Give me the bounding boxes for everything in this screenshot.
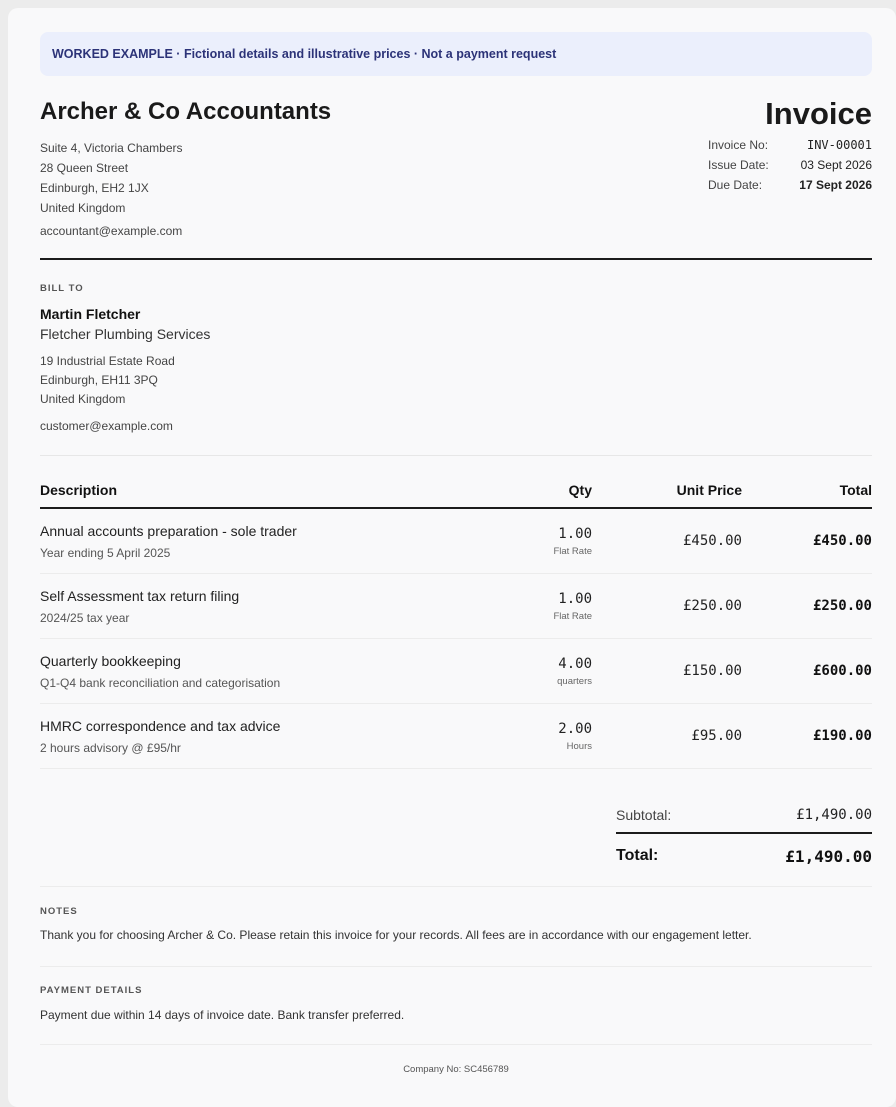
item-total: £190.00	[812, 728, 872, 744]
company-address-line: 28 Queen Street	[40, 161, 129, 175]
invoice-title: Invoice	[765, 96, 872, 131]
table-row	[40, 704, 872, 769]
company-address-line: Suite 4, Victoria Chambers	[40, 141, 183, 155]
payment-details-label: PAYMENT DETAILS	[40, 985, 143, 996]
total-divider	[616, 832, 872, 834]
company-email: accountant@example.com	[40, 224, 183, 238]
item-detail: 2 hours advisory @ £95/hr	[40, 741, 181, 755]
item-qty: 1.00	[558, 526, 592, 542]
due-date-label: Due Date:	[708, 178, 763, 192]
totals-section	[40, 769, 872, 887]
issue-date: 03 Sept 2026	[800, 158, 872, 172]
item-unit: Flat Rate	[553, 546, 592, 557]
bill-to-section	[40, 260, 872, 455]
invoice-number-label: Invoice No:	[708, 138, 769, 152]
header-qty: Qty	[568, 482, 592, 498]
item-unit: Flat Rate	[553, 611, 592, 622]
item-description: Self Assessment tax return filing	[40, 588, 240, 604]
total-value: £1,490.00	[785, 847, 872, 866]
notes-label: NOTES	[40, 906, 78, 917]
customer-address	[40, 352, 175, 409]
item-detail: 2024/25 tax year	[40, 611, 130, 625]
customer-company: Fletcher Plumbing Services	[40, 326, 211, 342]
item-qty: 2.00	[558, 721, 592, 737]
customer-address-line: United Kingdom	[40, 392, 126, 406]
company-address	[40, 138, 183, 218]
header-total: Total	[839, 482, 872, 498]
customer-email: customer@example.com	[40, 419, 173, 433]
company-number: Company No: SC456789	[403, 1064, 509, 1075]
table-row	[40, 639, 872, 704]
item-total: £450.00	[812, 533, 872, 549]
item-unit: Hours	[566, 741, 592, 752]
table-row	[40, 509, 872, 574]
invoice-footer	[40, 1045, 872, 1095]
worked-example-banner	[40, 32, 872, 76]
table-row	[40, 574, 872, 639]
item-detail: Year ending 5 April 2025	[40, 546, 171, 560]
customer-address-line: Edinburgh, EH11 3PQ	[40, 373, 158, 387]
issue-date-label: Issue Date:	[708, 158, 769, 172]
payment-details-section	[40, 967, 872, 1045]
item-total: £600.00	[812, 663, 872, 679]
issue-date-row	[708, 155, 872, 175]
invoice-number: INV-00001	[806, 138, 872, 152]
bill-to-label: BILL TO	[40, 283, 84, 294]
item-detail: Q1-Q4 bank reconciliation and categorisation	[40, 676, 281, 690]
item-qty: 4.00	[558, 656, 592, 672]
item-unit-price: £150.00	[682, 663, 742, 679]
invoice-header	[40, 76, 872, 258]
item-unit-price: £450.00	[682, 533, 742, 549]
company-address-line: United Kingdom	[40, 201, 126, 215]
notes-text: Thank you for choosing Archer & Co. Please retain this invoice for your records. All fees are in accordance with our engagement letter.	[40, 928, 752, 942]
due-date-row	[708, 175, 872, 195]
payment-details-text: Payment due within 14 days of invoice date. Bank transfer preferred.	[40, 1008, 405, 1022]
table-header	[40, 456, 872, 509]
item-description: Quarterly bookkeeping	[40, 653, 181, 669]
customer-address-line: 19 Industrial Estate Road	[40, 354, 175, 368]
item-unit-price: £250.00	[682, 598, 742, 614]
total-label: Total:	[616, 847, 659, 864]
subtotal-value: £1,490.00	[796, 807, 872, 823]
due-date: 17 Sept 2026	[799, 178, 872, 192]
header-unit-price: Unit Price	[676, 482, 742, 498]
item-unit: quarters	[557, 676, 592, 687]
header-description: Description	[40, 482, 118, 498]
banner-text: WORKED EXAMPLE · Fictional details and illustrative prices · Not a payment request	[52, 47, 557, 61]
company-name: Archer & Co Accountants	[40, 98, 332, 125]
invoice-page	[8, 8, 896, 1107]
invoice-number-row	[708, 135, 872, 155]
item-total: £250.00	[812, 598, 872, 614]
notes-section	[40, 887, 872, 967]
item-qty: 1.00	[558, 591, 592, 607]
item-description: Annual accounts preparation - sole trader	[40, 523, 297, 539]
line-items-table	[40, 456, 872, 769]
company-address-line: Edinburgh, EH2 1JX	[40, 181, 149, 195]
customer-name: Martin Fletcher	[40, 306, 141, 322]
item-unit-price: £95.00	[691, 728, 742, 744]
subtotal-label: Subtotal:	[616, 807, 672, 823]
invoice-meta	[708, 135, 872, 195]
item-description: HMRC correspondence and tax advice	[40, 718, 281, 734]
